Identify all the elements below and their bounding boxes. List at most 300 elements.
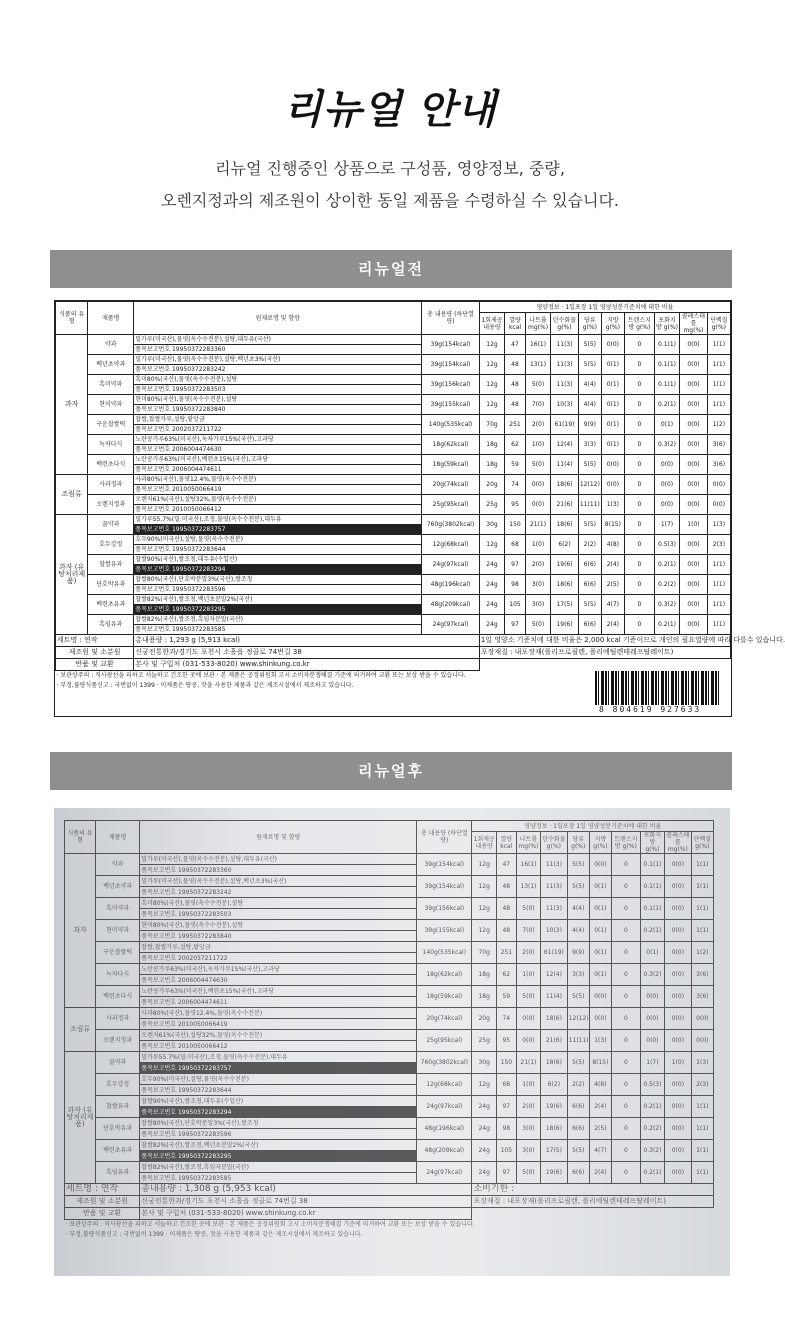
- report-number: 품목보고번호 19950372283644: [134, 545, 422, 555]
- table-row: [65, 920, 714, 931]
- nutrition-value: 1(1): [707, 355, 730, 375]
- nutrition-value: 0.1(1): [654, 375, 679, 395]
- table-row: [65, 1074, 714, 1085]
- product-name: 꿀약과: [88, 515, 134, 535]
- packaging-material: 포장재질 : 내포장재(폴리프로필렌, 폴리에틸렌테레프탈레이트): [472, 1196, 714, 1208]
- nutrition-value: 1(1): [691, 854, 713, 876]
- nutrition-value: 25g: [472, 1030, 496, 1052]
- header-col: 지방 g(%): [589, 832, 611, 854]
- header-col: 열량kcal: [505, 313, 526, 335]
- product-name: 흑임유과: [88, 615, 134, 635]
- header-col: 콜레스테롤 mg(%): [666, 832, 690, 853]
- nutrition-value: 12(12): [578, 475, 601, 495]
- product-name: 호두강정: [88, 535, 134, 555]
- report-number: 품목보고번호 2006004474630: [140, 975, 417, 986]
- ingredients: 찹쌀,찹쌀가루,설탕,팥앙금: [140, 942, 417, 953]
- nutrition-value: 2(2): [578, 535, 601, 555]
- report-number: 품목보고번호 2010050066419: [140, 1019, 417, 1030]
- nutrition-value: 7(0): [525, 395, 550, 415]
- nutrition-value: 24g: [479, 555, 504, 575]
- nutrition-value: 18(6): [551, 515, 579, 535]
- nutrition-value: 4(4): [578, 375, 601, 395]
- header-weight: 총 내용량 (하단열량): [422, 302, 480, 335]
- nutrition-value: 97: [505, 555, 526, 575]
- nutrition-value: 4(4): [567, 920, 589, 942]
- nutrition-value: 0.1(1): [640, 876, 664, 898]
- product-name: 약과: [96, 854, 140, 876]
- product-weight: 39g(154kcal): [422, 335, 480, 355]
- nutrition-value: 6(6): [567, 1118, 589, 1140]
- nutrition-value: 0.5(3): [640, 1074, 664, 1096]
- product-name: 흑미약과: [96, 898, 140, 920]
- table-row: [65, 1008, 714, 1019]
- table-row: [56, 395, 731, 405]
- nutrition-value: 0(0): [640, 1030, 664, 1052]
- nutrition-value: 5(5): [578, 455, 601, 475]
- inquiry-label: 반품 및 교환: [65, 1208, 140, 1220]
- nutrition-value: 11(4): [541, 986, 568, 1008]
- header-col: 나트륨 mg(%): [525, 313, 550, 335]
- nutrition-table-after: [64, 820, 714, 1268]
- header-type: 식품의 유형: [65, 821, 96, 854]
- nutrition-value: 5(5): [578, 515, 601, 535]
- nutrition-value: 0: [611, 1030, 640, 1052]
- nutrition-value: 5(0): [525, 375, 550, 395]
- nutrition-value: 4(4): [578, 395, 601, 415]
- product-name: 호두강정: [96, 1074, 140, 1096]
- nutrition-value: 0(0): [601, 475, 624, 495]
- table-row: [56, 515, 731, 525]
- nutrition-value: 0: [624, 435, 654, 455]
- nutrition-value: 1(3): [589, 1030, 611, 1052]
- product-weight: 18g(62kcal): [422, 435, 480, 455]
- table-row: [56, 555, 731, 565]
- nutrition-value: 1(1): [691, 1162, 713, 1184]
- product-name: 백년초약과: [88, 355, 134, 375]
- inquiry-label: 반품 및 교환: [56, 659, 134, 671]
- nutrition-value: 0: [611, 1052, 640, 1074]
- product-weight: 48g(196kcal): [417, 1118, 472, 1140]
- label-before: [54, 300, 785, 717]
- report-number: 품목보고번호 19950372283840: [134, 405, 422, 415]
- nutrition-value: 0: [624, 355, 654, 375]
- report-number: 품목보고번호 19950372283757: [134, 525, 422, 535]
- product-name: 백련초유과: [96, 1140, 140, 1162]
- nutrition-value: 0: [624, 615, 654, 635]
- nutrition-value: 0(0): [589, 986, 611, 1008]
- inquiry-value: 본사 및 구입처 (031-533-8020) www.shinkung.co.kr: [140, 1208, 472, 1220]
- nutrition-value: 0(0): [665, 920, 692, 942]
- header-col: 콜레스테롤 mg(%): [680, 313, 708, 335]
- nutrition-value: 11(11): [578, 495, 601, 515]
- nutrition-value: 12g: [479, 335, 504, 355]
- caution1: · 보관상주의 : 직사광선을 피하고 서늘하고 건조한 곳에 보관 · 본 제품은 공정위원회 고시 소비자분쟁해결 기준에 의거하여 교환 또는 보상 받을 수 있습니다.: [65, 1221, 475, 1229]
- food-type: 과자 (유탕처리제품): [65, 1052, 96, 1184]
- nutrition-value: 74: [496, 1008, 516, 1030]
- nutrition-value: 0(0): [589, 854, 611, 876]
- nutrition-value: 0(0): [707, 495, 730, 515]
- nutrition-value: 17(5): [551, 595, 579, 615]
- nutrition-value: 25g: [479, 495, 504, 515]
- table-row: [65, 1052, 714, 1063]
- nutrition-value: 24g: [479, 575, 504, 595]
- nutrition-value: 2(2): [567, 1074, 589, 1096]
- nutrition-value: 0(0): [680, 595, 708, 615]
- product-weight: 25g(95kcal): [417, 1030, 472, 1052]
- header-nutrition: 영양정보 · 1일포장 1일 영양성분기준치에 대한 비율: [479, 302, 730, 313]
- nutrition-value: 20g: [472, 1008, 496, 1030]
- nutrition-value: 12g: [472, 920, 496, 942]
- product-weight: 48g(209kcal): [417, 1140, 472, 1162]
- report-number: 품목보고번호 19950372283585: [134, 625, 422, 635]
- nutrition-value: 18(6): [551, 575, 579, 595]
- table-row: [65, 854, 714, 865]
- nutrition-value: 1(1): [707, 615, 730, 635]
- product-weight: 25g(95kcal): [422, 495, 480, 515]
- nutrition-value: 12g: [479, 355, 504, 375]
- nutrition-value: 0.2(2): [640, 1118, 664, 1140]
- report-number: 품목보고번호 19950372283294: [140, 1107, 417, 1118]
- nutrition-value: 2(0): [525, 555, 550, 575]
- report-number: 품목보고번호 2002037211722: [140, 953, 417, 964]
- table-row: [65, 942, 714, 953]
- nutrition-value: 68: [505, 535, 526, 555]
- nutrition-value: 0(0): [640, 1008, 664, 1030]
- page-title: 리뉴얼 안내: [283, 87, 497, 133]
- ingredients: 노란콩가루63%(미국산),녹차가루15%(국산),고과당: [134, 435, 422, 445]
- nutrition-value: 0(0): [680, 615, 708, 635]
- nutrition-value: 0.5(3): [654, 535, 679, 555]
- nutrition-table: [55, 301, 785, 691]
- nutrition-value: 48: [496, 898, 516, 920]
- nutrition-value: 12g: [472, 854, 496, 876]
- table-row: [65, 898, 714, 909]
- nutrition-value: 24g: [472, 1096, 496, 1118]
- report-number: 품목보고번호 2010050066412: [134, 505, 422, 515]
- nutrition-value: 97: [505, 615, 526, 635]
- nutrition-value: 251: [496, 942, 516, 964]
- report-number: 품목보고번호 19950372283360: [134, 345, 422, 355]
- header-col: 나트륨 mg(%): [516, 832, 540, 854]
- nutrition-value: 4(7): [601, 595, 624, 615]
- nutrition-value: 18g: [472, 964, 496, 986]
- ingredients: 찹쌀82%(국산),쌀조청,백년초분말2%(국산): [134, 595, 422, 605]
- nutrition-value: 19(6): [551, 615, 579, 635]
- product-name: 백련초유과: [88, 595, 134, 615]
- table-row: [56, 595, 731, 605]
- nutrition-value: 5(5): [578, 595, 601, 615]
- nutrition-value: 24g: [479, 615, 504, 635]
- report-number: 품목보고번호 19950372283294: [134, 565, 422, 575]
- nutrition-value: 70g: [479, 415, 504, 435]
- nutrition-value: 1(7): [654, 515, 679, 535]
- nutrition-value: 1(0): [516, 1074, 540, 1096]
- product-weight: 760g(3802kcal): [417, 1052, 472, 1074]
- food-type: 조림류: [56, 475, 88, 515]
- product-weight: 39g(154kcal): [417, 876, 472, 898]
- header-col: 지방 g(%): [601, 313, 624, 335]
- nutrition-value: 19(6): [541, 1162, 568, 1184]
- header-name: 제품명: [88, 302, 134, 335]
- nutrition-value: 61(19): [551, 415, 579, 435]
- nutrition-value: 11(3): [551, 335, 579, 355]
- nutrition-value: 97: [496, 1162, 516, 1184]
- product-weight: 39g(154kcal): [422, 355, 480, 375]
- nutrition-value: 8(15): [589, 1052, 611, 1074]
- nutrition-value: 11(3): [551, 355, 579, 375]
- nutrition-value: 3(0): [516, 1140, 540, 1162]
- nutrition-value: 13(1): [516, 876, 540, 898]
- nutrition-value: 6(6): [578, 575, 601, 595]
- nutrition-value: 0: [611, 942, 640, 964]
- nutrition-value: 1(1): [691, 920, 713, 942]
- ingredients: 밀가루(미국산),물엿(옥수수전분),설탕,대두유(국산): [140, 854, 417, 865]
- ingredients: 호두90%(미국산),설탕,물엿(옥수수전분): [140, 1074, 417, 1085]
- nutrition-value: 2(5): [601, 575, 624, 595]
- ingredients: 밀가루55.7%(밀:미국산),조청,물엿(옥수수전분),대두유: [140, 1052, 417, 1063]
- maker-value: 신궁전통한과/경기도 포천시 소흘읍 정골로 74번길 38: [134, 647, 480, 659]
- product-name: 백련초다식: [88, 455, 134, 475]
- nutrition-value: 59: [505, 455, 526, 475]
- ingredients: 흑미80%(국산),물엿(옥수수전분),설탕: [140, 898, 417, 909]
- product-weight: 760g(3802kcal): [422, 515, 480, 535]
- nutrition-value: 4(8): [601, 535, 624, 555]
- total-weight: 총내용량 : 1,308 g (5,953 kcal): [140, 1184, 472, 1196]
- nutrition-value: 0(0): [665, 1162, 692, 1184]
- nutrition-value: 0(1): [601, 415, 624, 435]
- nutrition-value: 0(0): [654, 475, 679, 495]
- nutrition-value: 30g: [479, 515, 504, 535]
- nutrition-value: 2(3): [691, 1074, 713, 1096]
- nutrition-value: 5(0): [516, 898, 540, 920]
- nutrition-value: 12(12): [567, 1008, 589, 1030]
- nutrition-value: 5(0): [525, 455, 550, 475]
- nutrition-value: 21(1): [516, 1052, 540, 1074]
- inquiry-value: 본사 및 구입처 (031-533-8020) www.shinkung.co.kr: [134, 659, 480, 671]
- nutrition-value: 12g: [472, 876, 496, 898]
- ingredients: 현미80%(국산),물엿(옥수수전분),설탕: [134, 395, 422, 405]
- report-number: 품목보고번호 19950372283757: [140, 1063, 417, 1074]
- product-weight: 18g(62kcal): [417, 964, 472, 986]
- nutrition-value: 48: [505, 375, 526, 395]
- nutrition-value: 0(1): [601, 375, 624, 395]
- barcode-image: [595, 671, 721, 705]
- nutrition-value: 0(0): [680, 455, 708, 475]
- product-weight: 18g(59kcal): [417, 986, 472, 1008]
- nutrition-value: 18(6): [541, 1118, 568, 1140]
- nutrition-value: 0(0): [665, 1096, 692, 1118]
- nutrition-value: 1(0): [665, 1052, 692, 1074]
- nutrition-value: 0(0): [654, 455, 679, 475]
- table-row: [65, 1162, 714, 1173]
- nutrition-value: 0(0): [680, 475, 708, 495]
- set-name: 세트명 : 연작: [65, 1184, 140, 1196]
- nutrition-value: 0(0): [665, 1140, 692, 1162]
- nutrition-value: 0(0): [665, 1030, 692, 1052]
- nutrition-value: 1(1): [707, 555, 730, 575]
- nutrition-value: 5(0): [516, 986, 540, 1008]
- nutrition-value: 3(6): [707, 455, 730, 475]
- nutrition-value: 0: [611, 1118, 640, 1140]
- nutrition-value: 5(0): [516, 1162, 540, 1184]
- nutrition-value: 2(0): [516, 942, 540, 964]
- nutrition-value: 6(6): [578, 615, 601, 635]
- nutrition-value: 3(0): [525, 595, 550, 615]
- caution1: · 보관상주의 : 직사광선을 피하고 서늘하고 건조한 곳에 보관 · 본 제품은 공정위원회 고시 소비자분쟁해결 기준에 의거하여 교환 또는 보상 받을 수 있습니다.: [56, 672, 466, 680]
- nutrition-value: 0(0): [665, 876, 692, 898]
- table-row: [65, 1030, 714, 1041]
- nutrition-value: 0: [611, 1140, 640, 1162]
- nutrition-value: 0(0): [680, 375, 708, 395]
- product-weight: 48g(209kcal): [422, 595, 480, 615]
- nutrition-value: 0(1): [589, 920, 611, 942]
- caution2: · 부정,불량식품신고 : 국번없이 1399 · 이제품은 땅콩, 잣을 사용한 제품과 같은 제조시설에서 제조하고 있습니다.: [56, 682, 354, 689]
- product-weight: 140g(535kcal): [417, 942, 472, 964]
- nutrition-value: 2(5): [589, 1118, 611, 1140]
- nutrition-value: 0(0): [680, 415, 708, 435]
- product-name: 오렌지정과: [88, 495, 134, 515]
- nutrition-value: 3(6): [707, 435, 730, 455]
- nutrition-value: 0(0): [665, 986, 692, 1008]
- header-col: 1회제공 내용량: [472, 832, 496, 854]
- nutrition-value: 12(4): [541, 964, 568, 986]
- report-number: 품목보고번호 19950372283360: [140, 865, 417, 876]
- nutrition-value: 0: [624, 415, 654, 435]
- ingredients: 찹쌀80%(국산),단호박분말3%(국산),쌀조청: [134, 575, 422, 585]
- product-name: 찹쌀유과: [88, 555, 134, 575]
- nutrition-value: 1(1): [691, 1096, 713, 1118]
- nutrition-value: 19(6): [541, 1096, 568, 1118]
- product-name: 오렌지정과: [96, 1030, 140, 1052]
- nutrition-value: 0: [624, 535, 654, 555]
- food-type: 과자: [65, 854, 96, 1008]
- nutrition-value: 12g: [479, 375, 504, 395]
- nutrition-value: 4(4): [567, 898, 589, 920]
- nutrition-value: 74: [505, 475, 526, 495]
- nutrition-value: 1(1): [707, 575, 730, 595]
- nutrition-value: 18g: [472, 986, 496, 1008]
- nutrition-value: 7(0): [516, 920, 540, 942]
- table-row: [65, 986, 714, 997]
- nutrition-value: 11(4): [551, 455, 579, 475]
- set-note: 1일 영양소 기준치에 대한 비율은 2,000 kcal 기준이므로 개인의 필요열량에 따라 다를수 있습니다.: [479, 635, 730, 647]
- nutrition-value: 0: [611, 920, 640, 942]
- report-number: 품목보고번호 19950372283295: [140, 1151, 417, 1162]
- nutrition-value: 0: [611, 1096, 640, 1118]
- nutrition-value: 1(0): [525, 435, 550, 455]
- nutrition-value: 62: [496, 964, 516, 986]
- ingredients: 사과80%(국산),물엿12.4%,물엿(옥수수전분): [134, 475, 422, 485]
- nutrition-value: 11(3): [551, 375, 579, 395]
- product-name: 흑미약과: [88, 375, 134, 395]
- nutrition-value: 48: [505, 355, 526, 375]
- ingredients: 밀가루55.7%(밀:미국산),조청,물엿(옥수수전분),대두유: [134, 515, 422, 525]
- nutrition-value: 12(4): [551, 435, 579, 455]
- nutrition-value: 0(0): [525, 495, 550, 515]
- header-col: 당류 g(%): [567, 832, 589, 854]
- header-ingredients: 원재료명 및 함량: [140, 821, 417, 854]
- product-weight: 12g(68kcal): [417, 1074, 472, 1096]
- ingredients: 노란콩가루63%(미국산),백련초15%(국산),고과당: [134, 455, 422, 465]
- nutrition-value: 16(1): [525, 335, 550, 355]
- total-weight: 총내용량 : 1,293 g (5,913 kcal): [134, 635, 480, 647]
- product-weight: 24g(97kcal): [422, 555, 480, 575]
- nutrition-value: 0(0): [525, 475, 550, 495]
- nutrition-value: 18(6): [541, 1052, 568, 1074]
- nutrition-value: 0: [624, 495, 654, 515]
- nutrition-value: 3(0): [525, 575, 550, 595]
- nutrition-value: 1(3): [691, 1052, 713, 1074]
- table-row: [56, 375, 731, 385]
- product-weight: 39g(156kcal): [422, 375, 480, 395]
- nutrition-value: 95: [496, 1030, 516, 1052]
- nutrition-value: 0(0): [601, 455, 624, 475]
- nutrition-value: 0(0): [640, 986, 664, 1008]
- nutrition-value: 0: [624, 395, 654, 415]
- ingredients: 노란콩가루63%(미국산),백련초15%(국산),고과당: [140, 986, 417, 997]
- ingredients: 찹쌀90%(국산),쌀조청,대두유(수입산): [134, 555, 422, 565]
- food-type: 조림류: [65, 1008, 96, 1052]
- nutrition-value: 12g: [479, 395, 504, 415]
- nutrition-value: 0.2(1): [640, 920, 664, 942]
- nutrition-value: 0(0): [665, 898, 692, 920]
- table-row: [56, 415, 731, 425]
- nutrition-value: 0(1): [601, 395, 624, 415]
- nutrition-value: 0(0): [680, 335, 708, 355]
- nutrition-value: 1(2): [691, 942, 713, 964]
- nutrition-value: 0.2(2): [654, 575, 679, 595]
- nutrition-value: 21(6): [541, 1030, 568, 1052]
- nutrition-value: 0(1): [589, 876, 611, 898]
- nutrition-value: 5(5): [567, 876, 589, 898]
- nutrition-value: 251: [505, 415, 526, 435]
- header-name: 제품명: [96, 821, 140, 854]
- packaging-material: 포장재질 : 내포장재(폴리프로필렌, 폴리에틸렌테레프탈레이트): [479, 647, 730, 659]
- table-row: [56, 535, 731, 545]
- table-row: [65, 1140, 714, 1151]
- table-row: [56, 355, 731, 365]
- report-number: 품목보고번호 19950372283596: [140, 1129, 417, 1140]
- ingredients: 현미80%(국산),물엿(옥수수전분),설탕: [140, 920, 417, 931]
- nutrition-value: 6(2): [541, 1074, 568, 1096]
- ingredients: 찹쌀82%(국산),쌀조청,흑임자분말(국산): [134, 615, 422, 625]
- table-row: [56, 455, 731, 465]
- report-number: 품목보고번호 2006004474611: [134, 465, 422, 475]
- nutrition-value: 0: [611, 854, 640, 876]
- header-col: 포화지방 g(%): [654, 313, 679, 335]
- nutrition-value: 21(6): [551, 495, 579, 515]
- nutrition-value: 11(11): [567, 1030, 589, 1052]
- nutrition-value: 0.3(2): [640, 964, 664, 986]
- nutrition-value: 0(0): [589, 1008, 611, 1030]
- nutrition-value: 12g: [472, 1074, 496, 1096]
- report-number: 품목보고번호 19950372283242: [140, 887, 417, 898]
- product-weight: 140g(535kcal): [422, 415, 480, 435]
- nutrition-value: 0.2(1): [654, 555, 679, 575]
- nutrition-value: 0(0): [680, 495, 708, 515]
- nutrition-value: 0(0): [680, 435, 708, 455]
- ingredients: 밀가루(미국산),물엿(옥수수전분),설탕,백년초3%(국산): [140, 876, 417, 887]
- caution2: · 부정,불량식품신고 : 국번없이 1399 · 이제품은 땅콩, 잣을 사용한 제품과 같은 제조시설에서 제조하고 있습니다.: [65, 1231, 363, 1238]
- nutrition-value: 0(0): [665, 1074, 692, 1096]
- report-number: 품목보고번호 19950372283585: [140, 1173, 417, 1184]
- nutrition-value: 98: [505, 575, 526, 595]
- product-weight: 48g(196kcal): [422, 575, 480, 595]
- nutrition-value: 48: [496, 920, 516, 942]
- table-row: [56, 575, 731, 585]
- expiry-label: 소비기한 :: [472, 1184, 714, 1196]
- nutrition-value: 5(0): [525, 615, 550, 635]
